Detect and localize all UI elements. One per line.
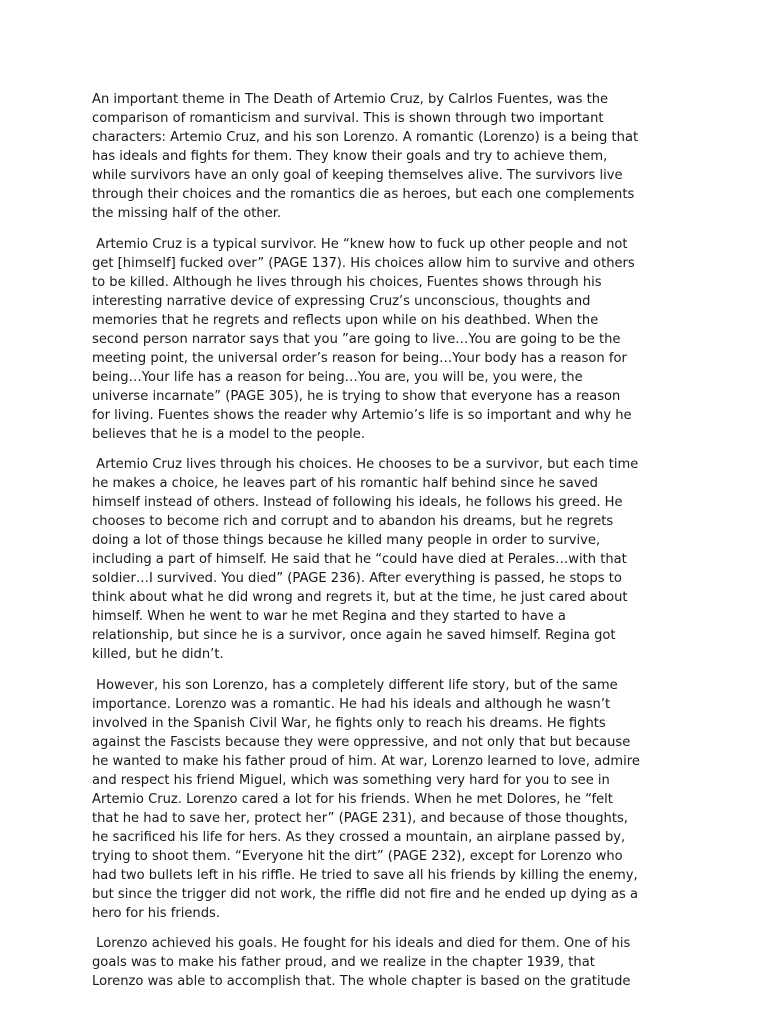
text-line: Artemio Cruz lives through his choices. He chooses to be a survivor, but each time bbox=[92, 457, 639, 472]
text-line: through their choices and the romantics die as heroes, but each one complements bbox=[92, 187, 635, 202]
text-line: get [himself] fucked over” (PAGE 137). His choices allow him to survive and others bbox=[92, 255, 635, 271]
text-line: against the Fascists because they were oppressive, and not only that but because bbox=[92, 734, 631, 750]
text-line: he sacrificed his life for hers. As they crossed a mountain, an airplane passed by, bbox=[92, 829, 626, 845]
text-line: trying to shoot them. “Everyone hit the dirt” (PAGE 232), except for Lorenzo who bbox=[92, 848, 623, 864]
text-line: Lorenzo was able to accomplish that. The whole chapter is based on the gratitude bbox=[92, 974, 631, 989]
text-line: Artemio Cruz is a typical survivor. He “knew how to fuck up other people and not bbox=[92, 236, 628, 252]
paragraph-1 bbox=[92, 90, 682, 223]
text-line: to be killed. Although he lives through his choices, Fuentes shows through his bbox=[92, 274, 602, 290]
text-line: for living. Fuentes shows the reader why Artemio’s life is so important and why he bbox=[92, 407, 632, 423]
text-line: However, his son Lorenzo, has a completely different life story, but of the same bbox=[92, 677, 618, 693]
text-line: Artemio Cruz. Lorenzo cared a lot for his friends. When he met Dolores, he “felt bbox=[92, 791, 613, 807]
text-line: characters: Artemio Cruz, and his son Lorenzo. A romantic (Lorenzo) is a being that bbox=[92, 130, 639, 145]
text-line: hero for his friends. bbox=[92, 905, 220, 921]
text-line: universe incarnate” (PAGE 305), he is trying to show that everyone has a reason bbox=[92, 388, 621, 404]
text-line: interesting narrative device of expressing Cruz’s unconscious, thoughts and bbox=[92, 293, 591, 309]
text-line: had two bullets left in his riffle. He tried to save all his friends by killing the enemy, bbox=[92, 867, 638, 883]
text-line: that he had to save her, protect her” (PAGE 231), and because of those thoughts, bbox=[92, 810, 628, 826]
text-line: Lorenzo achieved his goals. He fought for his ideals and died for them. One of his bbox=[92, 936, 631, 951]
document-body bbox=[92, 90, 682, 1003]
text-line: doing a lot of those things because he killed many people in order to survive, bbox=[92, 533, 601, 548]
paragraph-4 bbox=[92, 676, 682, 923]
text-line: but since the trigger did not work, the riffle did not fire and he ended up dying as a bbox=[92, 886, 639, 902]
text-line: being…Your life has a reason for being…You are, you will be, you were, the bbox=[92, 369, 583, 385]
paragraph-3 bbox=[92, 455, 682, 664]
paragraph-5 bbox=[92, 934, 682, 991]
text-line: importance. Lorenzo was a romantic. He had his ideals and although he wasn’t bbox=[92, 696, 611, 712]
paragraph-2 bbox=[92, 235, 682, 444]
text-line: and respect his friend Miguel, which was something very hard for you to see in bbox=[92, 772, 610, 788]
text-line: has ideals and fights for them. They know their goals and try to achieve them, bbox=[92, 149, 608, 164]
text-line: soldier…I survived. You died” (PAGE 236). After everything is passed, he stops to bbox=[92, 571, 622, 586]
text-line: memories that he regrets and reflects upon while on his deathbed. When the bbox=[92, 312, 599, 328]
text-line: killed, but he didn’t. bbox=[92, 647, 224, 662]
text-line: comparison of romanticism and survival. This is shown through two important bbox=[92, 111, 604, 126]
text-line: think about what he did wrong and regrets it, but at the time, he just cared about bbox=[92, 590, 628, 605]
text-line: relationship, but since he is a survivor, once again he saved himself. Regina got bbox=[92, 628, 616, 643]
text-line: involved in the Spanish Civil War, he fights only to reach his dreams. He fights bbox=[92, 715, 606, 731]
text-line: believes that he is a model to the people. bbox=[92, 426, 365, 442]
text-line: second person narrator says that you ”are going to live…You are going to be the bbox=[92, 331, 621, 347]
text-line: An important theme in The Death of Artemio Cruz, by Calrlos Fuentes, was the bbox=[92, 92, 609, 107]
text-line: he wanted to make his father proud of him. At war, Lorenzo learned to love, admire bbox=[92, 753, 640, 769]
text-line: the missing half of the other. bbox=[92, 206, 282, 221]
text-line: chooses to become rich and corrupt and to abandon his dreams, but he regrets bbox=[92, 514, 614, 529]
text-line: goals was to make his father proud, and we realize in the chapter 1939, that bbox=[92, 955, 595, 970]
text-line: he makes a choice, he leaves part of his romantic half behind since he saved bbox=[92, 476, 598, 491]
text-line: himself instead of others. Instead of following his ideals, he follows his greed. He bbox=[92, 495, 623, 510]
text-line: while survivors have an only goal of keeping themselves alive. The survivors live bbox=[92, 168, 623, 183]
text-line: himself. When he went to war he met Regina and they started to have a bbox=[92, 609, 566, 624]
text-line: meeting point, the universal order’s reason for being…Your body has a reason for bbox=[92, 350, 627, 366]
text-line: including a part of himself. He said that he “could have died at Perales…with that bbox=[92, 552, 627, 567]
